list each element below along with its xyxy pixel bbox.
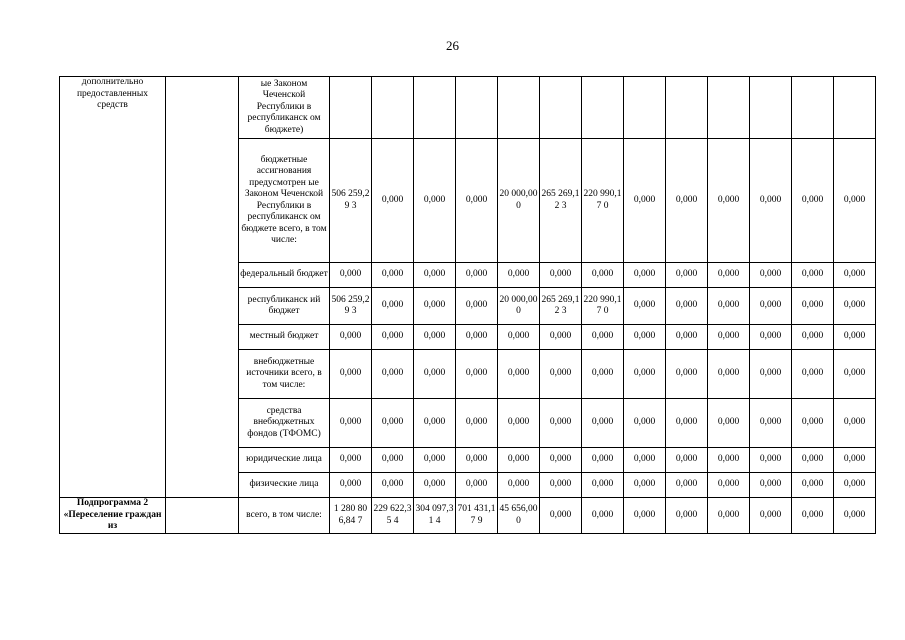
value-cell: 20 000,00 0 — [498, 288, 540, 325]
funding-source-cell: местный бюджет — [239, 325, 330, 350]
value-cell: 0,000 — [708, 448, 750, 473]
executor-cell — [166, 498, 239, 534]
value-cell: 0,000 — [834, 325, 876, 350]
funding-source-cell: физические лица — [239, 473, 330, 498]
value-cell: 0,000 — [540, 399, 582, 448]
value-cell: 0,000 — [582, 473, 624, 498]
value-cell — [582, 77, 624, 139]
page-number: 26 — [446, 38, 459, 53]
value-cell: 0,000 — [624, 325, 666, 350]
value-cell — [540, 77, 582, 139]
value-cell: 0,000 — [582, 350, 624, 399]
value-cell: 0,000 — [708, 139, 750, 263]
funding-source-cell: ые Законом Чеченской Республики в республиканск ом бюджете) — [239, 77, 330, 139]
value-cell: 0,000 — [666, 139, 708, 263]
value-cell: 0,000 — [330, 263, 372, 288]
value-cell: 0,000 — [834, 399, 876, 448]
value-cell — [666, 77, 708, 139]
value-cell: 45 656,00 0 — [498, 498, 540, 534]
value-cell — [498, 77, 540, 139]
value-cell — [414, 77, 456, 139]
value-cell: 0,000 — [750, 288, 792, 325]
value-cell: 1 280 806,84 7 — [330, 498, 372, 534]
value-cell: 20 000,00 0 — [498, 139, 540, 263]
value-cell: 0,000 — [750, 473, 792, 498]
value-cell: 0,000 — [372, 399, 414, 448]
value-cell: 0,000 — [414, 263, 456, 288]
value-cell: 0,000 — [624, 399, 666, 448]
value-cell: 229 622,35 4 — [372, 498, 414, 534]
value-cell: 220 990,17 0 — [582, 139, 624, 263]
value-cell: 506 259,29 3 — [330, 139, 372, 263]
value-cell: 0,000 — [834, 139, 876, 263]
value-cell: 506 259,29 3 — [330, 288, 372, 325]
value-cell: 0,000 — [750, 498, 792, 534]
value-cell — [792, 77, 834, 139]
value-cell: 701 431,17 9 — [456, 498, 498, 534]
value-cell: 0,000 — [540, 350, 582, 399]
value-cell: 0,000 — [834, 263, 876, 288]
value-cell: 0,000 — [582, 498, 624, 534]
value-cell: 0,000 — [456, 473, 498, 498]
program-name-cell: дополнительно предоставленных средств — [60, 77, 166, 498]
value-cell: 0,000 — [666, 350, 708, 399]
value-cell: 0,000 — [456, 325, 498, 350]
value-cell: 0,000 — [666, 473, 708, 498]
executor-cell — [166, 77, 239, 498]
value-cell: 0,000 — [372, 263, 414, 288]
value-cell — [372, 77, 414, 139]
value-cell: 0,000 — [498, 350, 540, 399]
value-cell: 0,000 — [456, 350, 498, 399]
value-cell: 0,000 — [792, 473, 834, 498]
value-cell: 0,000 — [372, 325, 414, 350]
value-cell: 0,000 — [792, 288, 834, 325]
value-cell: 0,000 — [624, 350, 666, 399]
value-cell: 304 097,31 4 — [414, 498, 456, 534]
value-cell: 0,000 — [414, 139, 456, 263]
value-cell: 0,000 — [666, 399, 708, 448]
value-cell: 0,000 — [498, 325, 540, 350]
value-cell: 0,000 — [498, 448, 540, 473]
value-cell: 0,000 — [372, 288, 414, 325]
value-cell: 0,000 — [540, 325, 582, 350]
value-cell: 0,000 — [792, 399, 834, 448]
value-cell: 0,000 — [792, 139, 834, 263]
value-cell: 0,000 — [330, 399, 372, 448]
value-cell: 220 990,17 0 — [582, 288, 624, 325]
value-cell: 0,000 — [750, 399, 792, 448]
value-cell: 0,000 — [792, 325, 834, 350]
value-cell: 0,000 — [834, 498, 876, 534]
value-cell: 0,000 — [792, 350, 834, 399]
value-cell: 0,000 — [414, 288, 456, 325]
value-cell: 0,000 — [456, 399, 498, 448]
value-cell: 0,000 — [834, 473, 876, 498]
value-cell: 0,000 — [624, 448, 666, 473]
value-cell: 0,000 — [330, 448, 372, 473]
value-cell: 0,000 — [666, 498, 708, 534]
budget-table — [59, 76, 876, 534]
value-cell: 0,000 — [414, 399, 456, 448]
value-cell: 0,000 — [498, 263, 540, 288]
value-cell: 0,000 — [750, 350, 792, 399]
value-cell: 0,000 — [624, 498, 666, 534]
value-cell: 0,000 — [456, 288, 498, 325]
value-cell: 0,000 — [750, 263, 792, 288]
value-cell — [330, 77, 372, 139]
value-cell: 0,000 — [750, 139, 792, 263]
value-cell — [624, 77, 666, 139]
value-cell — [750, 77, 792, 139]
value-cell: 0,000 — [708, 263, 750, 288]
value-cell: 0,000 — [750, 448, 792, 473]
value-cell: 0,000 — [414, 473, 456, 498]
value-cell: 0,000 — [330, 473, 372, 498]
value-cell: 0,000 — [708, 350, 750, 399]
value-cell: 0,000 — [540, 263, 582, 288]
value-cell: 0,000 — [708, 288, 750, 325]
funding-source-cell: всего, в том числе: — [239, 498, 330, 534]
value-cell: 0,000 — [456, 263, 498, 288]
value-cell: 0,000 — [666, 325, 708, 350]
value-cell: 0,000 — [624, 139, 666, 263]
value-cell: 0,000 — [834, 448, 876, 473]
value-cell: 0,000 — [624, 473, 666, 498]
value-cell: 265 269,12 3 — [540, 139, 582, 263]
table-row — [60, 77, 876, 139]
value-cell: 0,000 — [708, 325, 750, 350]
value-cell: 0,000 — [708, 399, 750, 448]
value-cell: 0,000 — [582, 399, 624, 448]
value-cell: 0,000 — [582, 448, 624, 473]
value-cell: 0,000 — [498, 473, 540, 498]
value-cell: 0,000 — [792, 448, 834, 473]
funding-source-cell: федеральный бюджет — [239, 263, 330, 288]
value-cell — [456, 77, 498, 139]
funding-source-cell: юридические лица — [239, 448, 330, 473]
value-cell: 0,000 — [750, 325, 792, 350]
value-cell: 0,000 — [414, 448, 456, 473]
value-cell: 0,000 — [456, 448, 498, 473]
value-cell — [708, 77, 750, 139]
value-cell: 0,000 — [414, 350, 456, 399]
value-cell: 0,000 — [372, 350, 414, 399]
value-cell: 0,000 — [624, 288, 666, 325]
funding-source-cell: внебюджетные источники всего, в том числе: — [239, 350, 330, 399]
value-cell: 0,000 — [540, 448, 582, 473]
value-cell: 0,000 — [582, 263, 624, 288]
value-cell: 0,000 — [666, 448, 708, 473]
value-cell: 0,000 — [666, 263, 708, 288]
funding-source-cell: средства внебюджетных фондов (ТФОМС) — [239, 399, 330, 448]
subprogram-name-cell: Подпрограмма 2 «Переселение граждан из — [60, 498, 166, 534]
value-cell — [834, 77, 876, 139]
table-row — [60, 498, 876, 534]
value-cell: 0,000 — [792, 498, 834, 534]
value-cell: 0,000 — [708, 498, 750, 534]
value-cell: 0,000 — [330, 350, 372, 399]
value-cell: 265 269,12 3 — [540, 288, 582, 325]
value-cell: 0,000 — [540, 473, 582, 498]
funding-source-cell: бюджетные ассигнования предусмотрен ые Законом Чеченской Республики в республиканск ом бюджете всего, в том числе: — [239, 139, 330, 263]
value-cell: 0,000 — [582, 325, 624, 350]
value-cell: 0,000 — [792, 263, 834, 288]
value-cell: 0,000 — [624, 263, 666, 288]
value-cell: 0,000 — [834, 288, 876, 325]
value-cell: 0,000 — [540, 498, 582, 534]
value-cell: 0,000 — [372, 448, 414, 473]
value-cell: 0,000 — [330, 325, 372, 350]
value-cell: 0,000 — [666, 288, 708, 325]
value-cell: 0,000 — [834, 350, 876, 399]
value-cell: 0,000 — [456, 139, 498, 263]
value-cell: 0,000 — [708, 473, 750, 498]
value-cell: 0,000 — [498, 399, 540, 448]
funding-source-cell: республиканск ий бюджет — [239, 288, 330, 325]
value-cell: 0,000 — [372, 473, 414, 498]
value-cell: 0,000 — [414, 325, 456, 350]
value-cell: 0,000 — [372, 139, 414, 263]
